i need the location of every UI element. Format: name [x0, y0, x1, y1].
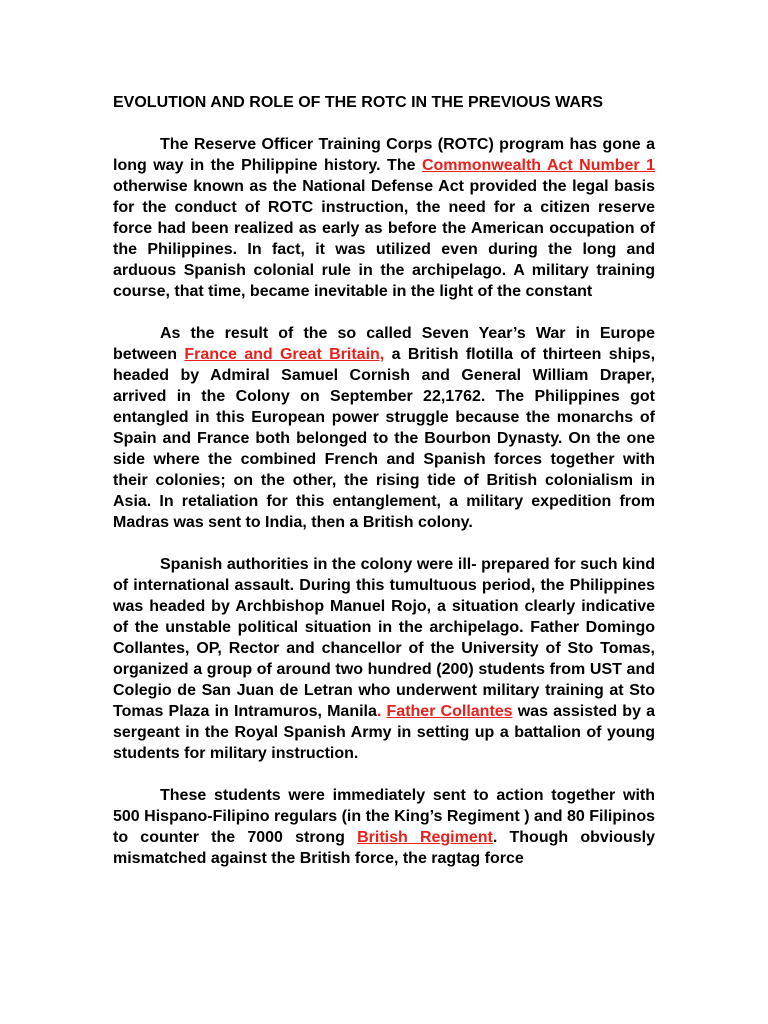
paragraph-2-text-a: As the result of the so called Seven Year’s War in Europe between: [113, 325, 655, 363]
british-regiment-link[interactable]: British Regiment: [357, 829, 493, 846]
commonwealth-act-link[interactable]: Commonwealth Act Number 1: [421, 157, 655, 174]
paragraph-4-text-b: . Though obviously mismatched against the British force, the ragtag force: [113, 829, 656, 867]
paragraph-3-text-a: Spanish authorities in the colony were ill- prepared for such kind of international assault. During this tumultuous period, the Philippines was headed by Archbishop Manuel Rojo, a situation clearly indicative of the unstable political situation in the archipelago. Father Domingo Collantes, OP, Rector and chancellor of the University of Sto Tomas, organized a group of around two hundred (200) students from UST and Colegio de San Juan de Letran who underwent military training at Sto Tomas Plaza in Intramuros, Manila: [113, 556, 655, 720]
paragraph-2-text-b: a British flotilla of thirteen ships, headed by Admiral Samuel Cornish and General William Draper, arrived in the Colony on September 22,1762. The Philippines got entangled in this European power struggle because the monarchs of Spain and France both belonged to the Bourbon Dynasty. On the one side where the combined French and Spanish forces together with their colonies; on the other, the rising tide of British colonialism in Asia. In retaliation for this entanglement, a military expedition from Madras was sent to India, then a British colony.: [113, 346, 656, 531]
father-collantes-link[interactable]: Father Collantes: [386, 703, 513, 720]
france-great-britain-link[interactable]: France and Great Britain,: [184, 346, 385, 363]
paragraph-1-text-a: The Reserve Officer Training Corps (ROTC) program has gone a long way in the Philippine history. The: [113, 136, 655, 174]
document-page: [113, 92, 655, 890]
paragraph-2: [113, 323, 655, 533]
paragraph-3-period: .: [376, 703, 382, 720]
paragraph-1-text-b: otherwise known as the National Defense Act provided the legal basis for the conduct of ROTC instruction, the need for a citizen reserve force had been realized as early as before the American occupation of the Philippines. In fact, it was utilized even during the long and arduous Spanish colonial rule in the archipelago. A military training course, that time, became inevitable in the light of the constant: [113, 178, 655, 300]
paragraph-4-text-a: These students were immediately sent to action together with 500 Hispano-Filipino regulars (in the King’s Regiment ) and 80 Filipinos to counter the 7000 strong: [113, 787, 655, 846]
paragraph-1: [113, 134, 655, 302]
document-title: EVOLUTION AND ROLE OF THE ROTC IN THE PREVIOUS WARS: [113, 94, 604, 111]
paragraph-3: [113, 554, 655, 764]
paragraph-4: [113, 785, 655, 869]
paragraph-3-text-b: was assisted by a sergeant in the Royal Spanish Army in setting up a battalion of young students for military instruction.: [113, 703, 656, 762]
